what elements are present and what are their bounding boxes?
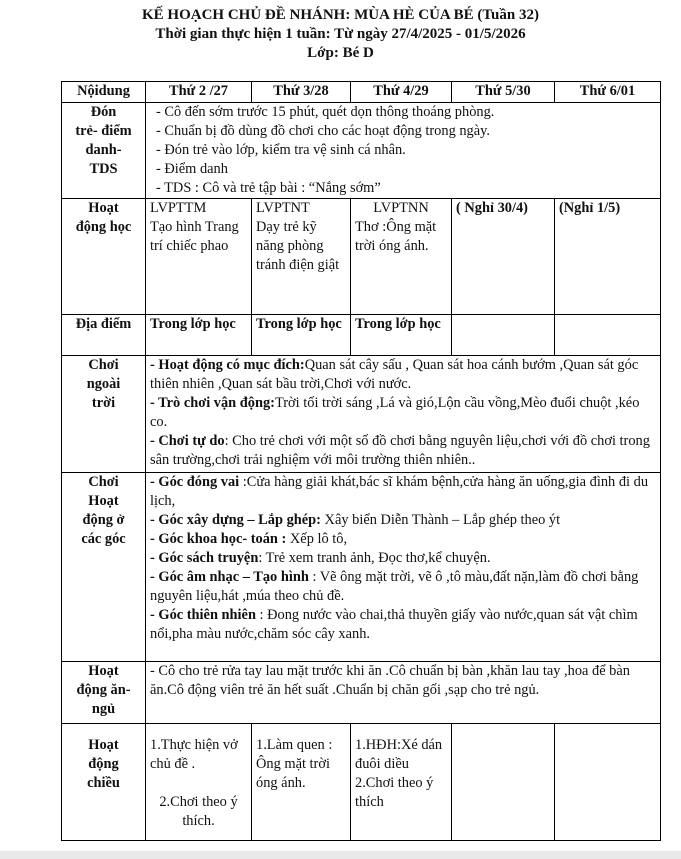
plan-period: Thời gian thực hiện 1 tuần: Từ ngày 27/4/2025 - 01/5/2026 [155, 26, 526, 42]
table-row [62, 724, 661, 841]
row-label-line: ngủ [91, 701, 116, 717]
row-label-line: các góc [81, 531, 126, 547]
page-bottom-edge [0, 851, 681, 859]
subject-title: LVPTTM [150, 200, 207, 216]
paragraph-label: - Hoạt động có mục đích: [150, 357, 305, 373]
row-label-chieu [62, 724, 146, 841]
cell-chieu-wed [351, 724, 452, 841]
table-header-row [62, 82, 661, 103]
row-label-line: Hoạt [88, 663, 119, 679]
plan-title: KẾ HOẠCH CHỦ ĐỀ NHÁNH: MÙA HÈ CỦA BÉ (Tuần 32) [142, 7, 539, 23]
paragraph-label: - Góc âm nhạc – Tạo hình [150, 569, 309, 585]
row-label-line: chiều [87, 775, 120, 791]
cell-location-mon: Trong lớp học [146, 315, 252, 356]
class-name: Lớp: Bé D [307, 45, 374, 61]
row-label-line: TDS [89, 161, 118, 177]
paragraph [150, 473, 656, 511]
cell-location-thu [452, 315, 555, 356]
col-header-mon: Thứ 2 /27 [146, 82, 252, 103]
cell-location-wed: Trong lớp học [351, 315, 452, 356]
paragraph [150, 530, 656, 549]
list-item: - TDS : Cô và trẻ tập bài : “Nắng sớm” [156, 180, 381, 196]
paragraph-label: - Góc xây dựng – Lắp ghép: [150, 512, 321, 528]
col-header-wed: Thứ 4/29 [351, 82, 452, 103]
row-label-choi-ngoai-troi [62, 356, 146, 473]
paragraph-text: Trời tối trời sáng ,Lá và gió,Lộn cầu vồng,Mèo đuổi chuột ,kéo co. [150, 395, 640, 430]
cell-location-tue: Trong lớp học [252, 315, 351, 356]
activity-text: 2.Chơi theo ý thích [355, 775, 434, 810]
list-item: - Chuẩn bị đồ dùng đồ chơi cho các hoạt động trong ngày. [156, 123, 490, 139]
col-header-content: Nộidung [62, 82, 146, 103]
paragraph-label: - Chơi tự do [150, 433, 225, 449]
row-label-line: ngoài [86, 376, 121, 392]
row-label-line: động học [75, 219, 132, 235]
paragraph [150, 394, 656, 432]
subject-text: Tạo hình Trang trí chiếc phao [150, 219, 239, 254]
subject-text: Dạy trẻ kỹ năng phòng tránh điện giật [256, 219, 340, 273]
row-label-line: Hoạt [88, 493, 119, 509]
col-header-tue: Thứ 3/28 [252, 82, 351, 103]
row-label-line: Chơi [88, 474, 119, 490]
table-row [62, 103, 661, 199]
choi-ngoai-troi-content [146, 356, 661, 473]
cell-location-fri [555, 315, 661, 356]
weekly-plan-table [61, 81, 661, 841]
paragraph-label: - Trò chơi vận động: [150, 395, 275, 411]
subject-text: Thơ :Ông mặt trời óng ánh. [355, 219, 437, 254]
row-label-line: danh- [85, 142, 122, 158]
table-row [62, 315, 661, 356]
paragraph-label: - Góc đóng vai [150, 474, 240, 490]
paragraph [150, 606, 656, 644]
cell-chieu-thu [452, 724, 555, 841]
paragraph [150, 511, 656, 530]
paragraph-text: :Cửa hàng giải khát,bác sĩ khám bệnh,cửa hàng ăn uống,gia đình đi du lịch, [150, 474, 649, 509]
row-label-line: động ở [82, 512, 125, 528]
paragraph-text: : Trẻ xem tranh ảnh, Đọc thơ,kể chuyện. [258, 550, 491, 566]
paragraph-label: - Góc khoa học- toán : [150, 531, 287, 547]
list-item: - Điểm danh [156, 161, 228, 177]
row-label-an-ngu [62, 662, 146, 724]
row-label-dia-diem: Địa điểm [62, 315, 146, 356]
paragraph-text: Xây biển Diễn Thành – Lắp ghép theo ýt [320, 512, 561, 528]
subject-title: LVPTNT [256, 200, 310, 216]
table-row [62, 473, 661, 662]
list-item: - Đón trẻ vào lớp, kiểm tra vệ sinh cá nhân. [156, 142, 406, 158]
table-row [62, 356, 661, 473]
cell-hoc-fri: (Nghỉ 1/5) [555, 199, 661, 315]
row-label-line: động [88, 756, 119, 772]
row-label-line: động ăn- [76, 682, 131, 698]
paragraph-text: : Đong nước vào chai,thả thuyền giấy vào nước,quan sát vật chìm nổi,pha màu nước,chăm sóc cây xanh. [150, 607, 638, 642]
paragraph-text: : Cho trẻ chơi với một số đồ chơi bằng nguyên liệu,chơi với đồ chơi trong sân trường,chơi trải nghiệm với môi trường thiên nhiên.. [150, 433, 650, 468]
table-row [62, 199, 661, 315]
row-label-hoat-dong-hoc [62, 199, 146, 315]
row-label-line: trời [91, 395, 116, 411]
paragraph [150, 549, 656, 568]
choi-goc-content [146, 473, 661, 662]
paragraph-text: : Vẽ ông mặt trời, vẽ ô ,tô màu,đất nặn,làm đồ chơi bằng nguyên liệu,hát ,múa theo chủ đề. [150, 569, 639, 604]
list-item: - Cô đến sớm trước 15 phút, quét dọn thông thoáng phòng. [156, 104, 495, 120]
activity-text: 1.Làm quen : Ông mặt trời óng ánh. [256, 737, 333, 791]
cell-hoc-thu: ( Nghỉ 30/4) [452, 199, 555, 315]
activity-text: 1.Thực hiện vở chủ đề . [150, 737, 238, 772]
activity-text: 2.Chơi theo ý thích. [159, 794, 238, 829]
paragraph [150, 568, 656, 606]
table-row [62, 662, 661, 724]
row-label-choi-goc [62, 473, 146, 662]
row-label-line: trẻ- điểm [75, 123, 132, 139]
cell-chieu-mon [146, 724, 252, 841]
cell-chieu-fri [555, 724, 661, 841]
row-label-line: Chơi [88, 357, 119, 373]
cell-hoc-wed [351, 199, 452, 315]
paragraph-label: - Góc thiên nhiên [150, 607, 256, 623]
row-label-line: Hoạt [88, 737, 119, 753]
paragraph [150, 356, 656, 394]
don-tre-content [146, 103, 661, 199]
paragraph [150, 432, 656, 470]
row-label-line: Hoạt [88, 200, 119, 216]
cell-hoc-tue [252, 199, 351, 315]
row-label-line: Đón [90, 104, 117, 120]
paragraph-label: - Góc sách truyện [150, 550, 259, 566]
cell-chieu-tue [252, 724, 351, 841]
paragraph-text: Xếp lô tô, [286, 531, 348, 547]
col-header-thu: Thứ 5/30 [452, 82, 555, 103]
an-ngu-content: - Cô cho trẻ rửa tay lau mặt trước khi ăn .Cô chuẩn bị bàn ,khăn lau tay ,hoa để bàn ăn.Cô động viên trẻ ăn hết suất .Chuẩn bị chăn gối ,sạp cho trẻ ngủ. [146, 662, 661, 724]
activity-text: 1.HĐH:Xé dán đuôi diều [355, 737, 443, 772]
row-label-don-tre [62, 103, 146, 199]
col-header-fri: Thứ 6/01 [555, 82, 661, 103]
subject-title: LVPTNN [373, 200, 429, 216]
paragraph-text: Quan sát cây sấu , Quan sát hoa cánh bướm ,Quan sát góc thiên nhiên ,Quan sát bầu trời,Chơi với nước. [150, 357, 639, 392]
cell-hoc-mon [146, 199, 252, 315]
